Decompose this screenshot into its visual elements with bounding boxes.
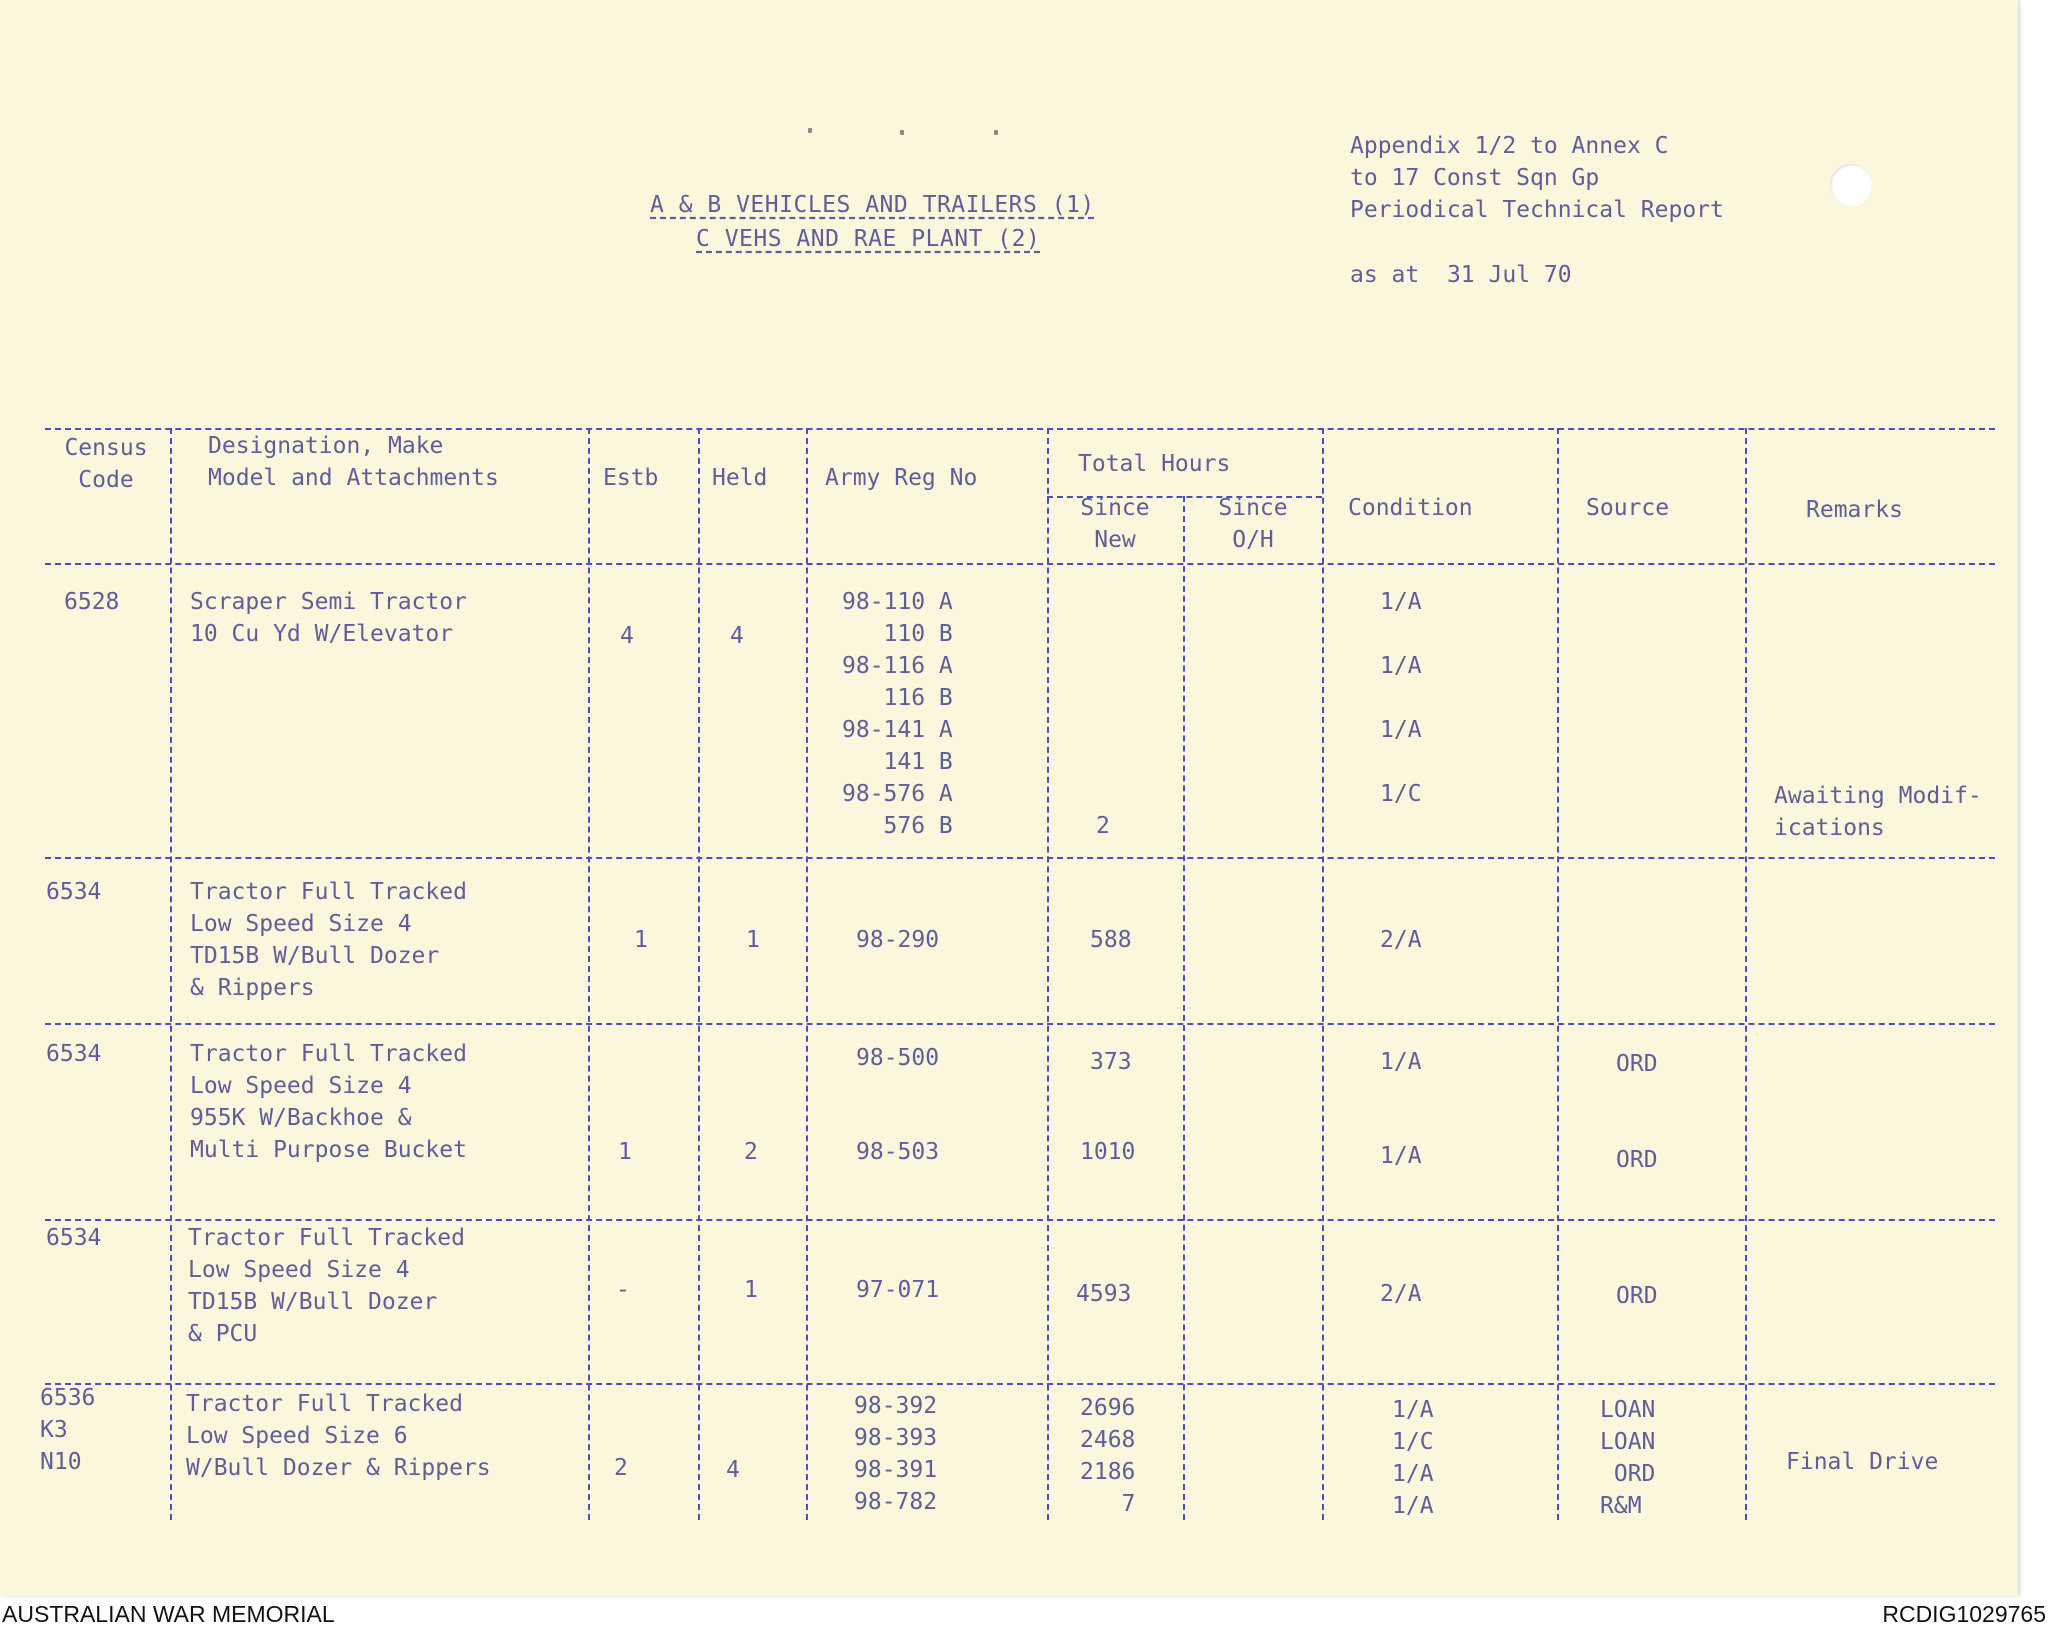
row-divider — [45, 1383, 1995, 1385]
row5-reg-nos: 98-392 98-393 98-391 98-782 — [854, 1393, 938, 1515]
row4-estb: - — [616, 1277, 630, 1303]
header-condition: Condition — [1348, 495, 1473, 521]
row5-census-code: 6536 K3 N10 — [40, 1385, 96, 1475]
column-divider — [1047, 428, 1049, 1520]
row3-held: 2 — [744, 1139, 758, 1165]
row1-remarks: Awaiting Modif- ications — [1774, 783, 1982, 841]
header-remarks: Remarks — [1806, 497, 1903, 523]
as-at-date — [1350, 262, 1572, 288]
column-divider — [1745, 428, 1747, 1520]
row2-estb: 1 — [634, 927, 648, 953]
appendix-reference — [1350, 130, 1724, 226]
column-divider — [170, 428, 172, 1520]
staple-mark — [900, 130, 904, 135]
column-divider — [1557, 428, 1559, 1520]
row5-held: 4 — [726, 1457, 740, 1483]
header-since-new: Since New — [1080, 495, 1150, 553]
row-divider — [45, 857, 1995, 859]
row4-since-new: 4593 — [1076, 1281, 1132, 1307]
row-divider — [45, 1023, 1995, 1025]
row-divider — [45, 1219, 1995, 1221]
row5-designation: Tractor Full Tracked Low Speed Size 6 W/Bull Dozer & Rippers — [186, 1391, 491, 1481]
staple-mark — [994, 130, 998, 135]
row3-census-code: 6534 — [46, 1041, 102, 1067]
row1-estb: 4 — [620, 623, 634, 649]
document-title-line-1: A & B VEHICLES AND TRAILERS (1) — [650, 192, 1095, 218]
column-divider — [588, 428, 590, 1520]
row3-since-new: 1010 — [1080, 1139, 1136, 1165]
staple-mark — [808, 128, 812, 133]
row4-held: 1 — [744, 1277, 758, 1303]
header-bottom-border — [45, 563, 1995, 565]
appendix-line: Periodical Technical Report — [1350, 197, 1724, 223]
header-held: Held — [712, 465, 768, 491]
row2-condition: 2/A — [1380, 927, 1422, 953]
row5-condition: 1/A 1/C 1/A 1/A — [1392, 1397, 1434, 1519]
row4-reg-no: 97-071 — [856, 1277, 940, 1303]
column-divider — [1183, 496, 1185, 1520]
row4-census-code: 6534 — [46, 1225, 102, 1251]
header-source: Source — [1586, 495, 1670, 521]
row2-reg-no: 98-290 — [856, 927, 940, 953]
footer-archive-name: AUSTRALIAN WAR MEMORIAL — [2, 1601, 335, 1627]
row1-census-code: 6528 — [64, 589, 120, 615]
row5-remarks: Final Drive — [1786, 1449, 1939, 1475]
appendix-line: to 17 Const Sqn Gp — [1350, 165, 1600, 191]
row4-source: ORD — [1616, 1283, 1658, 1309]
header-since-oh: Since O/H — [1218, 495, 1288, 553]
row3-condition: 1/A — [1380, 1049, 1422, 1075]
column-divider — [1322, 428, 1324, 1520]
appendix-line: Appendix 1/2 to Annex C — [1350, 133, 1669, 159]
header-estb: Estb — [603, 465, 659, 491]
row2-census-code: 6534 — [46, 879, 102, 905]
row3-designation: Tractor Full Tracked Low Speed Size 4 955K W/Backhoe & Multi Purpose Bucket — [190, 1041, 467, 1163]
as-at-label: as at — [1350, 262, 1420, 288]
row5-estb: 2 — [614, 1455, 628, 1481]
row1-condition: 1/A 1/A 1/A 1/C — [1380, 589, 1422, 807]
row4-designation: Tractor Full Tracked Low Speed Size 4 TD15B W/Bull Dozer & PCU — [188, 1225, 465, 1347]
row2-held: 1 — [746, 927, 760, 953]
row3-source: ORD — [1616, 1051, 1658, 1077]
row3-source: ORD — [1616, 1147, 1658, 1173]
row3-reg-no: 98-503 — [856, 1139, 940, 1165]
header-census-code: Census Code — [64, 435, 148, 493]
row3-estb: 1 — [618, 1139, 632, 1165]
row4-condition: 2/A — [1380, 1281, 1422, 1307]
row5-since-new: 2696 2468 2186 7 — [1080, 1395, 1136, 1517]
document-title-line-2: C VEHS AND RAE PLANT (2) — [696, 226, 1041, 252]
row3-condition: 1/A — [1380, 1143, 1422, 1169]
as-at-value: 31 Jul 70 — [1446, 262, 1572, 288]
row3-reg-no: 98-500 — [856, 1045, 940, 1071]
row3-since-new: 373 — [1090, 1049, 1132, 1075]
column-divider — [806, 428, 808, 1520]
row2-since-new: 588 — [1090, 927, 1132, 953]
header-army-reg-no: Army Reg No — [825, 465, 978, 491]
row2-designation: Tractor Full Tracked Low Speed Size 4 TD15B W/Bull Dozer & Rippers — [190, 879, 467, 1001]
header-designation: Designation, Make Model and Attachments — [208, 433, 499, 491]
header-total-hours: Total Hours — [1078, 451, 1231, 477]
row1-since-new: 2 — [1096, 813, 1110, 839]
row1-held: 4 — [730, 623, 744, 649]
footer-record-id: RCDIG1029765 — [1882, 1601, 2046, 1627]
row1-reg-nos: 98-110 A 110 B 98-116 A 116 B 98-141 A 141 B 98-576 A 576 B — [842, 589, 953, 839]
column-divider — [698, 428, 700, 1520]
row1-designation: Scraper Semi Tractor 10 Cu Yd W/Elevator — [190, 589, 467, 647]
row5-source: LOAN LOAN ORD R&M — [1600, 1397, 1656, 1519]
punch-hole — [1830, 164, 1872, 206]
